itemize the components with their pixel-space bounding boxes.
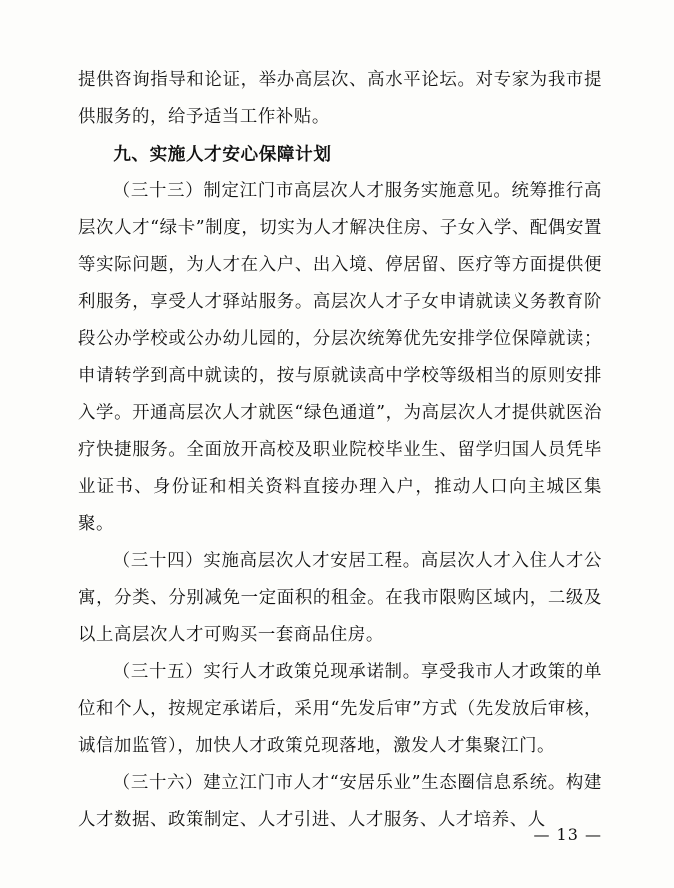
document-body <box>78 62 602 839</box>
paragraph-34: （三十四）实施高层次人才安居工程。高层次人才入住人才公寓，分类、分别减免一定面积的租金。在我市限购区域内，二级及以上高层次人才可购买一套商品住房。 <box>78 551 602 645</box>
paragraph-35: （三十五）实行人才政策兑现承诺制。享受我市人才政策的单位和个人，按规定承诺后，采用“先发后审”方式（先发放后审核，诚信加监管），加快人才政策兑现落地，激发人才集聚江门。 <box>78 662 602 756</box>
paragraph-33: （三十三）制定江门市高层次人才服务实施意见。统筹推行高层次人才“绿卡”制度，切实为人才解决住房、子女入学、配偶安置等实际问题，为人才在入户、出入境、停居留、医疗等方面提供便利服务，享受人才驿站服务。高层次人才子女申请就读义务教育阶段公办学校或公办幼儿园的，分层次统筹优先安排学位保障就读；申请转学到高中就读的，按与原就读高中学校等级相当的原则安排入学。开通高层次人才就医“绿色通道”，为高层次人才提供就医治疗快捷服务。全面放开高校及职业院校毕业生、留学归国人员凭毕业证书、身份证和相关资料直接办理入户，推动人口向主城区集聚。 <box>78 181 602 534</box>
section-heading: 九、实施人才安心保障计划 <box>113 144 332 165</box>
paragraph-36: （三十六）建立江门市人才“安居乐业”生态圈信息系统。构建人才数据、政策制定、人才引进、人才服务、人才培养、人 <box>78 773 602 830</box>
paragraph-continued: 提供咨询指导和论证，举办高层次、高水平论坛。对专家为我市提供服务的，给予适当工作补贴。 <box>78 70 602 127</box>
page-number: — 13 — <box>533 825 602 844</box>
